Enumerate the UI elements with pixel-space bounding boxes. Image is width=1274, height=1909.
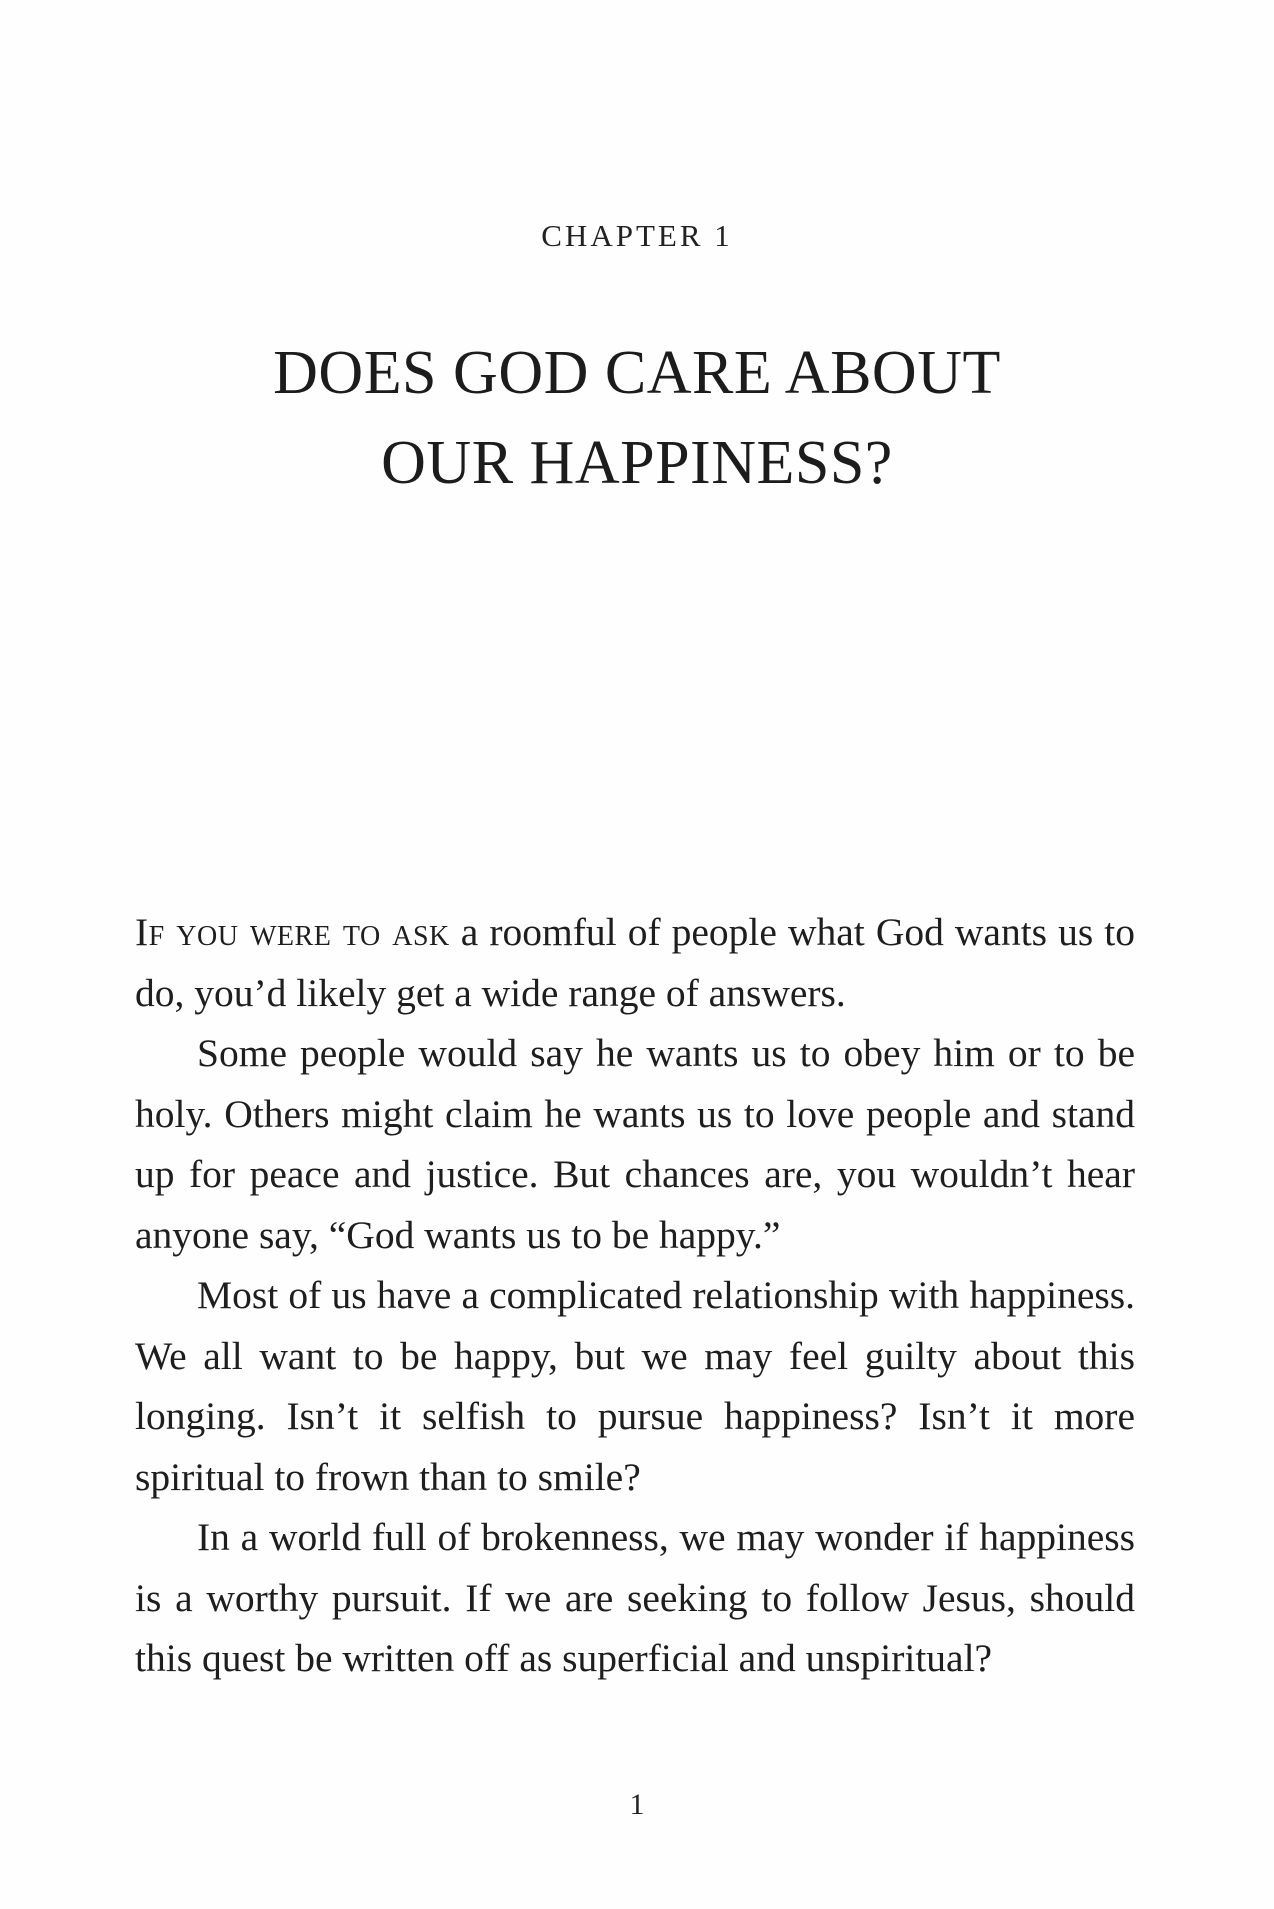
page-number: 1	[629, 1788, 645, 1821]
paragraph-1-text: a roomful of people what God wants us to do, you’d likely get a wide range of answers.	[135, 910, 1136, 1015]
paragraph-4: In a world full of brokenness, we may wonder if happiness is a worthy pursuit. If we are seeking to follow Jesus, should this quest be written off as superficial and unspiritual?	[135, 1515, 1135, 1680]
body-text	[135, 902, 1135, 1689]
chapter-title-line-1: DOES GOD CARE ABOUT	[273, 339, 1001, 407]
paragraph-2: Some people would say he wants us to obey him or to be holy. Others might claim he wants us to love people and stand up for peace and justice. But chances are, you wouldn’t hear anyone say, “God wants us to be happy.”	[135, 1031, 1135, 1257]
chapter-title-line-2: OUR HAPPINESS?	[381, 429, 893, 497]
lead-in: If you were to ask	[135, 910, 450, 954]
paragraph-3: Most of us have a complicated relationship with happiness. We all want to be happy, but we may feel guilty about this longing. Isn’t it selfish to pursue happiness? Isn’t it more spiritual to frown than to smile?	[135, 1273, 1135, 1499]
chapter-title	[150, 328, 1124, 508]
chapter-label: CHAPTER 1	[541, 218, 733, 253]
paragraph-1	[135, 902, 1135, 1023]
